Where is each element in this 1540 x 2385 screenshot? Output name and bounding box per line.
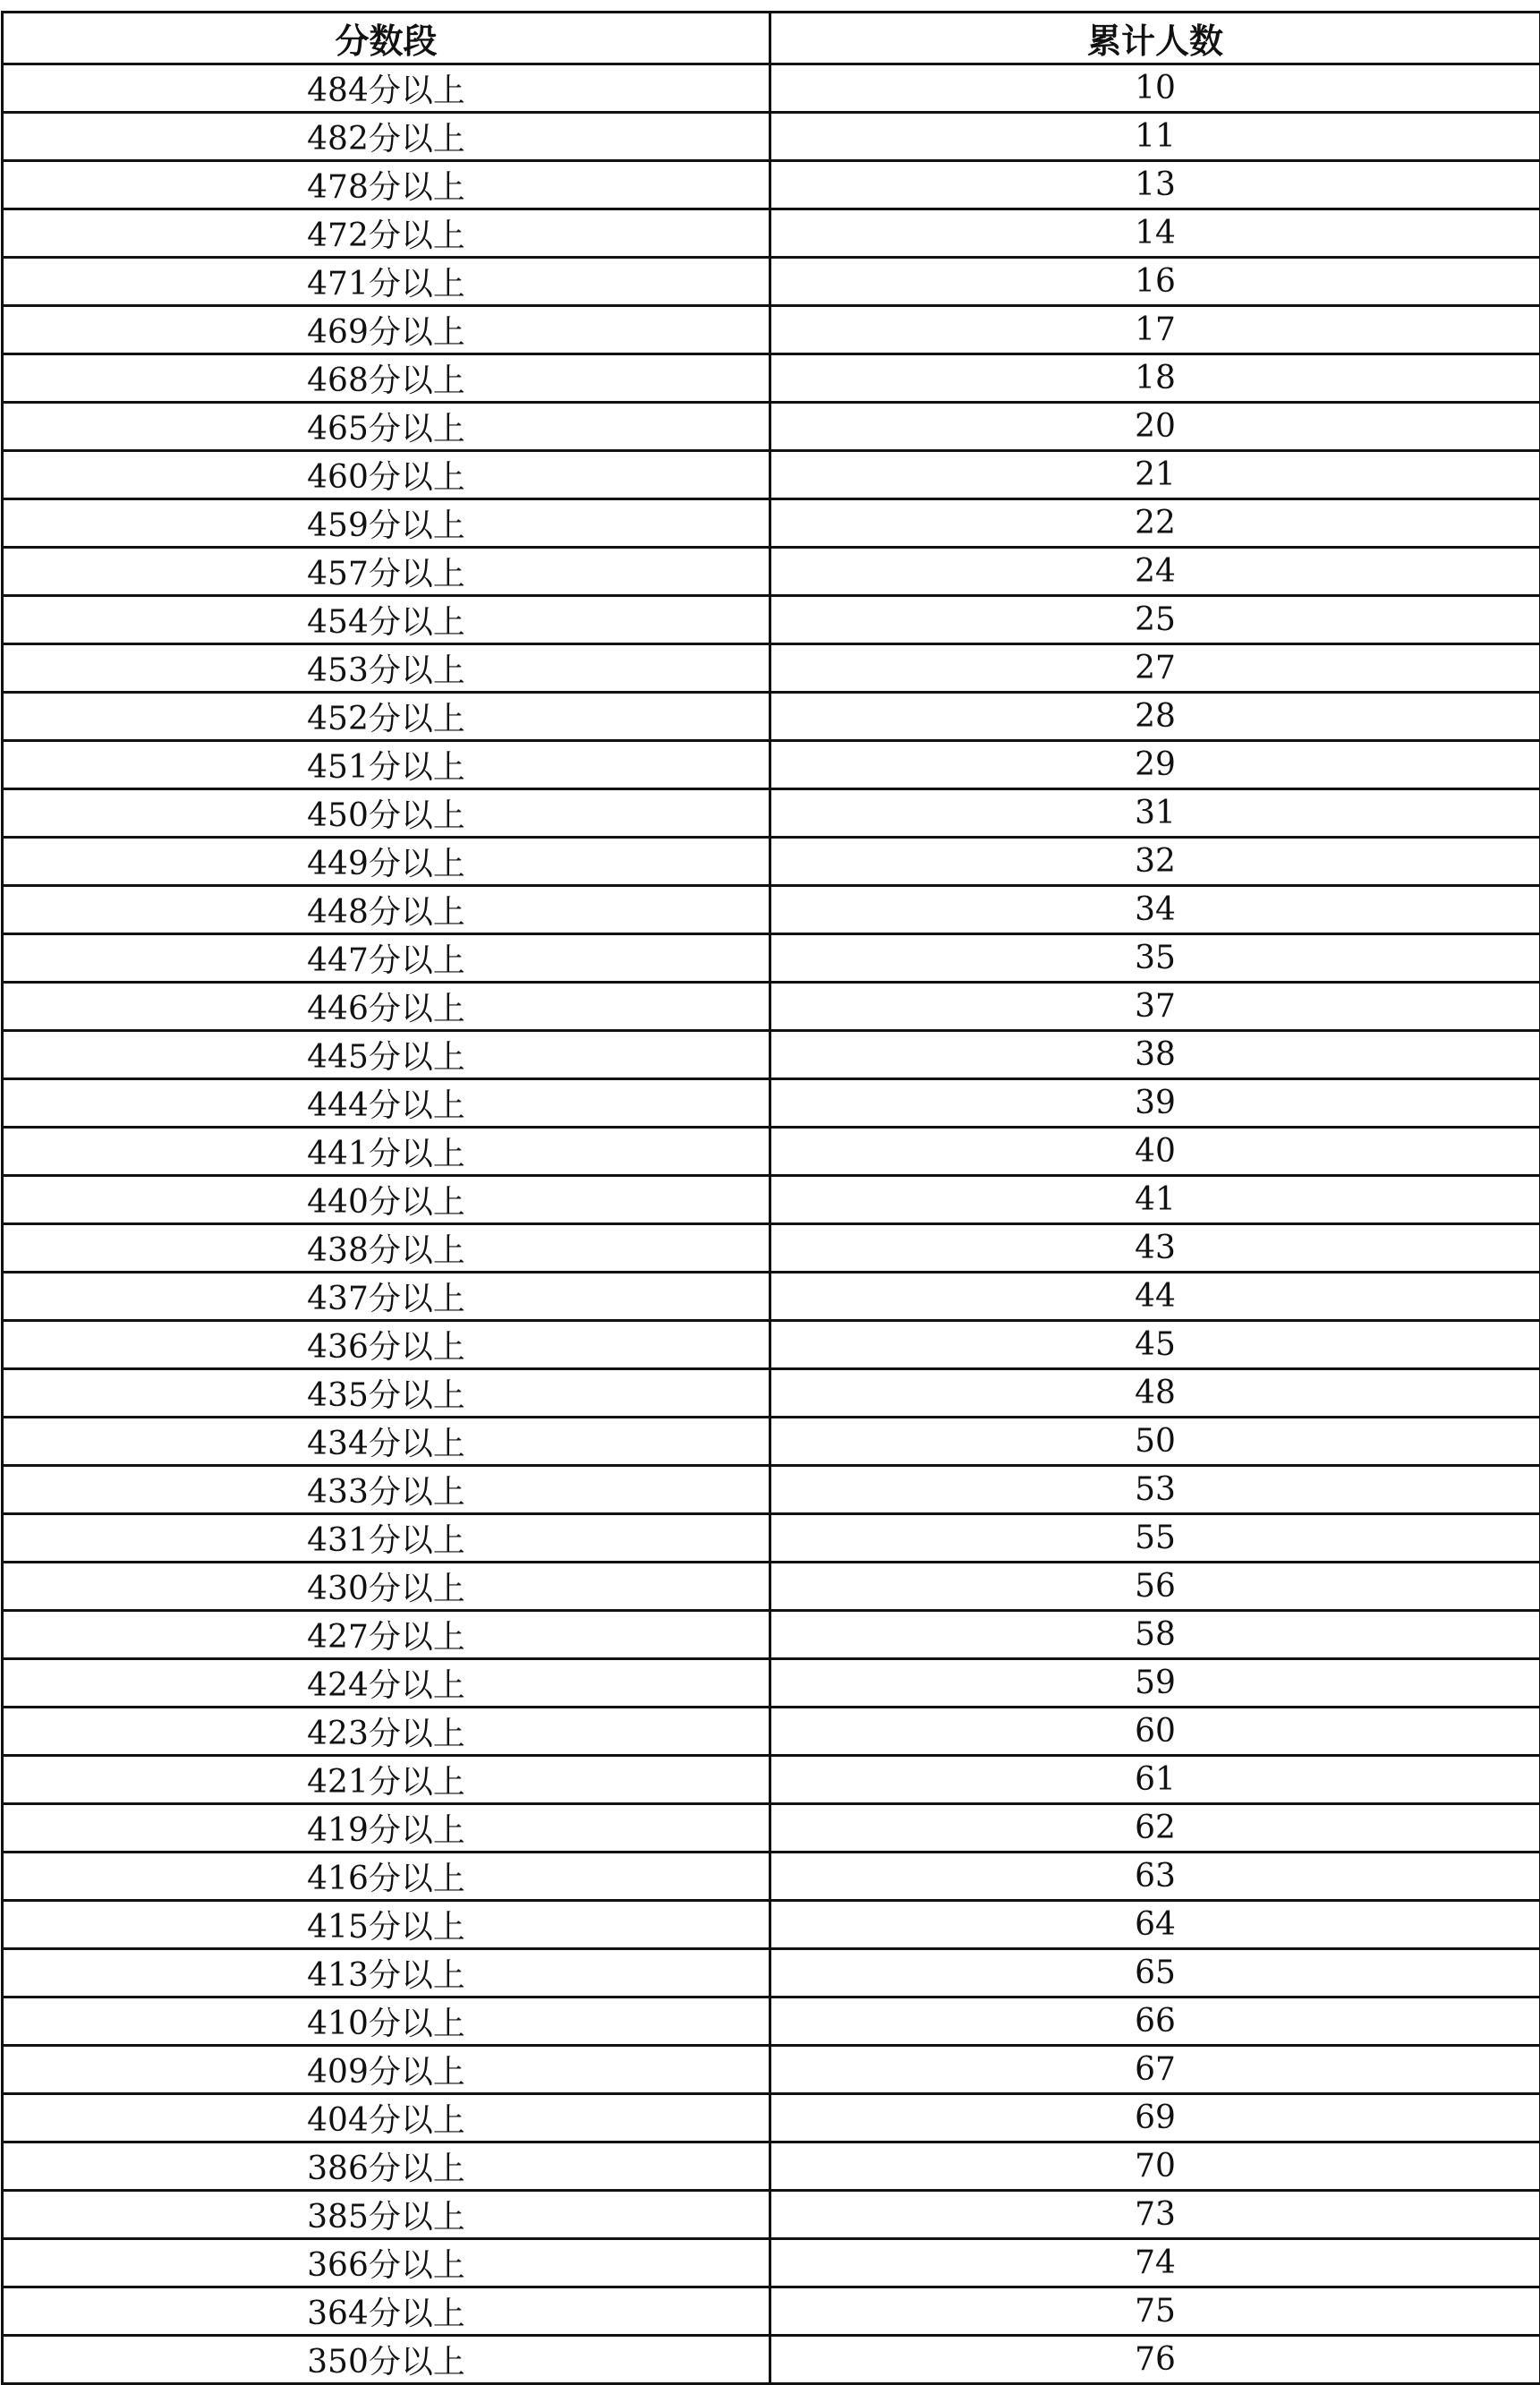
table-row [3,596,1540,644]
table-row [3,1273,1540,1321]
cumulative-count-cell: 22 [770,499,1540,548]
score-range-cell: 445分以上 [3,1031,770,1079]
cumulative-count-cell: 73 [770,2191,1540,2239]
table-row [3,1369,1540,1418]
score-range-cell: 448分以上 [3,886,770,934]
cumulative-count-cell: 28 [770,693,1540,741]
score-range-cell: 437分以上 [3,1273,770,1321]
table-row [3,1079,1540,1128]
score-range-cell: 415分以上 [3,1901,770,1949]
score-range-cell: 450分以上 [3,789,770,838]
table-row [3,983,1540,1031]
cumulative-count-cell: 18 [770,354,1540,403]
table-row [3,1563,1540,1611]
score-range-cell: 453分以上 [3,644,770,693]
table-row [3,1901,1540,1949]
table-row [3,113,1540,161]
table-row [3,2287,1540,2336]
table-row [3,209,1540,258]
table-row [3,1997,1540,2046]
cumulative-count-cell: 55 [770,1514,1540,1563]
table-row [3,306,1540,354]
score-range-cell: 421分以上 [3,1756,770,1804]
cumulative-count-cell: 69 [770,2094,1540,2142]
cumulative-count-cell: 58 [770,1611,1540,1659]
score-range-cell: 386分以上 [3,2142,770,2191]
table-row [3,1514,1540,1563]
cumulative-count-cell: 64 [770,1901,1540,1949]
cumulative-count-cell: 16 [770,258,1540,306]
header-cumulative-count: 累计人数 [770,13,1540,64]
table-row [3,1659,1540,1708]
cumulative-count-cell: 56 [770,1563,1540,1611]
score-range-cell: 416分以上 [3,1853,770,1901]
score-range-cell: 385分以上 [3,2191,770,2239]
cumulative-count-cell: 43 [770,1224,1540,1273]
table-row [3,1418,1540,1466]
cumulative-count-cell: 44 [770,1273,1540,1321]
score-table-sheet [0,11,1540,2385]
table-row [3,886,1540,934]
cumulative-count-cell: 11 [770,113,1540,161]
cumulative-count-cell: 60 [770,1708,1540,1756]
score-range-cell: 441分以上 [3,1128,770,1176]
cumulative-count-cell: 25 [770,596,1540,644]
score-range-cell: 440分以上 [3,1176,770,1224]
cumulative-count-cell: 38 [770,1031,1540,1079]
cumulative-count-cell: 39 [770,1079,1540,1128]
table-row [3,1031,1540,1079]
score-range-cell: 459分以上 [3,499,770,548]
table-header-row [3,13,1540,64]
score-range-cell: 435分以上 [3,1369,770,1418]
score-range-cell: 449分以上 [3,838,770,886]
cumulative-count-cell: 40 [770,1128,1540,1176]
table-row [3,934,1540,983]
score-range-cell: 447分以上 [3,934,770,983]
table-row [3,2046,1540,2094]
cumulative-count-cell: 45 [770,1321,1540,1369]
table-row [3,2142,1540,2191]
score-range-cell: 350分以上 [3,2336,770,2384]
score-range-cell: 423分以上 [3,1708,770,1756]
table-row [3,741,1540,789]
score-range-cell: 471分以上 [3,258,770,306]
score-range-cell: 410分以上 [3,1997,770,2046]
table-row [3,451,1540,499]
table-row [3,2191,1540,2239]
score-range-cell: 436分以上 [3,1321,770,1369]
cumulative-count-cell: 29 [770,741,1540,789]
table-row [3,644,1540,693]
cumulative-count-cell: 17 [770,306,1540,354]
cumulative-count-cell: 62 [770,1804,1540,1853]
score-range-cell: 427分以上 [3,1611,770,1659]
score-range-cell: 457分以上 [3,548,770,596]
table-row [3,2336,1540,2384]
table-body [3,64,1540,2384]
cumulative-count-cell: 10 [770,64,1540,113]
score-range-cell: 433分以上 [3,1466,770,1514]
score-range-cell: 478分以上 [3,161,770,209]
score-range-cell: 444分以上 [3,1079,770,1128]
score-range-cell: 424分以上 [3,1659,770,1708]
score-range-cell: 469分以上 [3,306,770,354]
table-row [3,2094,1540,2142]
cumulative-count-cell: 67 [770,2046,1540,2094]
table-row [3,1224,1540,1273]
cumulative-count-cell: 70 [770,2142,1540,2191]
table-row [3,1756,1540,1804]
score-range-cell: 465分以上 [3,403,770,451]
score-distribution-table [1,11,1540,2385]
cumulative-count-cell: 32 [770,838,1540,886]
cumulative-count-cell: 41 [770,1176,1540,1224]
cumulative-count-cell: 61 [770,1756,1540,1804]
cumulative-count-cell: 53 [770,1466,1540,1514]
table-row [3,1804,1540,1853]
table-row [3,1853,1540,1901]
table-row [3,1949,1540,1997]
cumulative-count-cell: 74 [770,2239,1540,2287]
score-range-cell: 419分以上 [3,1804,770,1853]
score-range-cell: 431分以上 [3,1514,770,1563]
header-score-range: 分数段 [3,13,770,64]
score-range-cell: 454分以上 [3,596,770,644]
table-row [3,1708,1540,1756]
cumulative-count-cell: 75 [770,2287,1540,2336]
score-range-cell: 468分以上 [3,354,770,403]
cumulative-count-cell: 35 [770,934,1540,983]
cumulative-count-cell: 66 [770,1997,1540,2046]
table-row [3,1466,1540,1514]
cumulative-count-cell: 50 [770,1418,1540,1466]
score-range-cell: 409分以上 [3,2046,770,2094]
table-row [3,258,1540,306]
score-range-cell: 413分以上 [3,1949,770,1997]
score-range-cell: 472分以上 [3,209,770,258]
score-range-cell: 452分以上 [3,693,770,741]
table-row [3,693,1540,741]
score-range-cell: 438分以上 [3,1224,770,1273]
cumulative-count-cell: 48 [770,1369,1540,1418]
score-range-cell: 404分以上 [3,2094,770,2142]
cumulative-count-cell: 63 [770,1853,1540,1901]
cumulative-count-cell: 31 [770,789,1540,838]
cumulative-count-cell: 27 [770,644,1540,693]
cumulative-count-cell: 59 [770,1659,1540,1708]
score-range-cell: 460分以上 [3,451,770,499]
score-range-cell: 484分以上 [3,64,770,113]
score-range-cell: 446分以上 [3,983,770,1031]
cumulative-count-cell: 34 [770,886,1540,934]
table-row [3,548,1540,596]
cumulative-count-cell: 14 [770,209,1540,258]
table-row [3,838,1540,886]
score-range-cell: 434分以上 [3,1418,770,1466]
cumulative-count-cell: 20 [770,403,1540,451]
score-range-cell: 482分以上 [3,113,770,161]
score-range-cell: 451分以上 [3,741,770,789]
table-row [3,499,1540,548]
table-row [3,1128,1540,1176]
cumulative-count-cell: 37 [770,983,1540,1031]
score-range-cell: 366分以上 [3,2239,770,2287]
score-range-cell: 364分以上 [3,2287,770,2336]
table-row [3,789,1540,838]
cumulative-count-cell: 65 [770,1949,1540,1997]
table-row [3,64,1540,113]
table-row [3,403,1540,451]
table-row [3,354,1540,403]
cumulative-count-cell: 24 [770,548,1540,596]
table-row [3,1321,1540,1369]
cumulative-count-cell: 21 [770,451,1540,499]
table-row [3,1176,1540,1224]
cumulative-count-cell: 76 [770,2336,1540,2384]
cumulative-count-cell: 13 [770,161,1540,209]
score-range-cell: 430分以上 [3,1563,770,1611]
table-row [3,2239,1540,2287]
table-row [3,1611,1540,1659]
table-row [3,161,1540,209]
